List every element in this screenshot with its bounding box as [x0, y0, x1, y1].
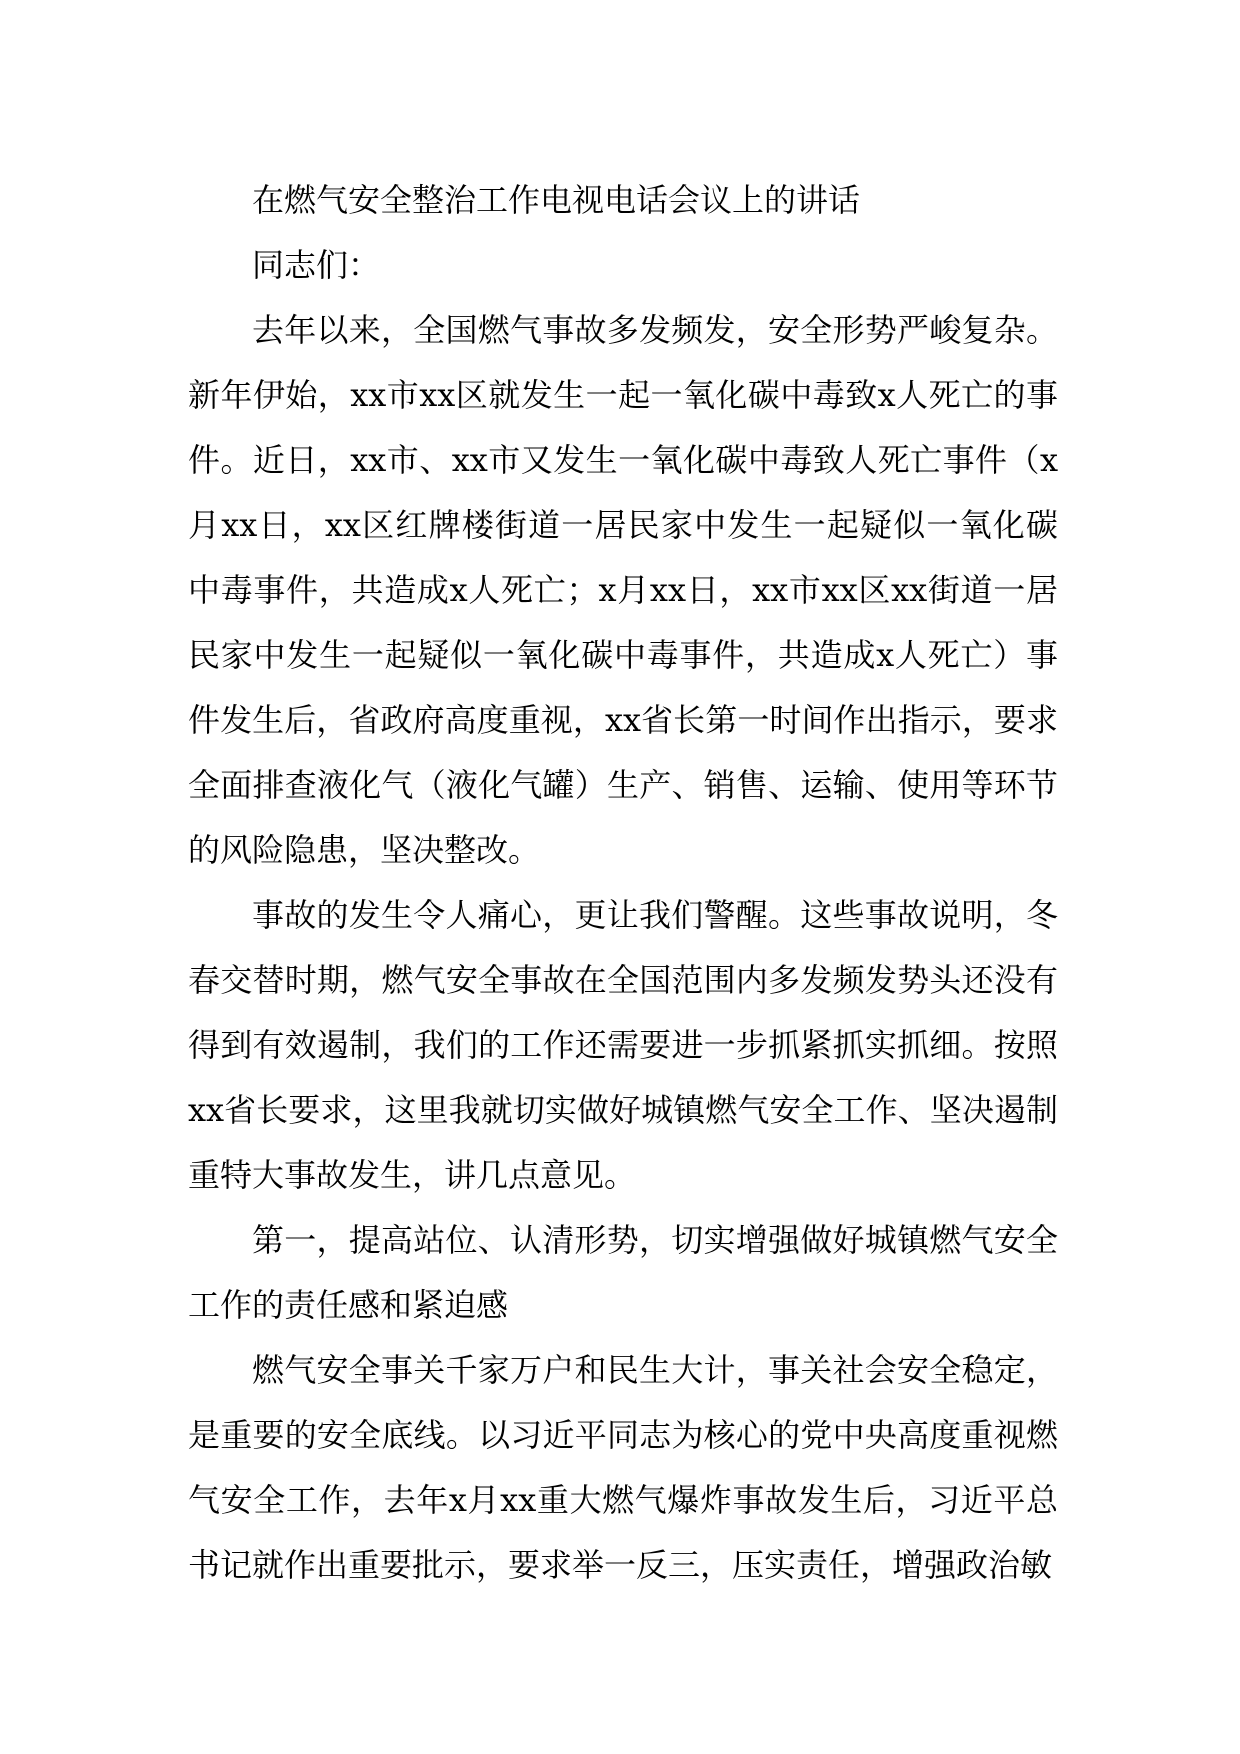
salutation: 同志们：: [252, 246, 381, 284]
body-paragraph: 去年以来，全国燃气事故多发频发，安全形势严峻复杂。新年伊始，xx市xx区就发生一起一氧化碳中毒致x人死亡的事件。近日，xx市、xx市又发生一氧化碳中毒致人死亡事件（x月xx日，xx区红牌楼街道一居民家中发生一起疑似一氧化碳中毒事件，共造成x人死亡；x月xx日，xx市xx区xx街道一居民家中发生一起疑似一氧化碳中毒事件，共造成x人死亡）事件发生后，省政府高度重视，xx省长第一时间作出指示，要求全面排查液化气（液化气罐）生产、销售、运输、使用等环节的风险隐患，坚决整改。: [188, 311, 1058, 869]
section-heading: 第一，提高站位、认清形势，切实增强做好城镇燃气安全工作的责任感和紧迫感: [188, 1221, 1058, 1324]
body-paragraph: 燃气安全事关千家万户和民生大计，事关社会安全稳定，是重要的安全底线。以习近平同志为核心的党中央高度重视燃气安全工作，去年x月xx重大燃气爆炸事故发生后，习近平总书记就作出重要批示，要求举一反三，压实责任，增强政治敏: [188, 1351, 1058, 1584]
document-title: 在燃气安全整治工作电视电话会议上的讲话: [252, 181, 861, 219]
document-page: [188, 168, 1058, 1598]
body-paragraph: 事故的发生令人痛心，更让我们警醒。这些事故说明，冬春交替时期，燃气安全事故在全国范围内多发频发势头还没有得到有效遏制，我们的工作还需要进一步抓紧抓实抓细。按照xx省长要求，这里我就切实做好城镇燃气安全工作、坚决遏制重特大事故发生，讲几点意见。: [188, 896, 1058, 1194]
